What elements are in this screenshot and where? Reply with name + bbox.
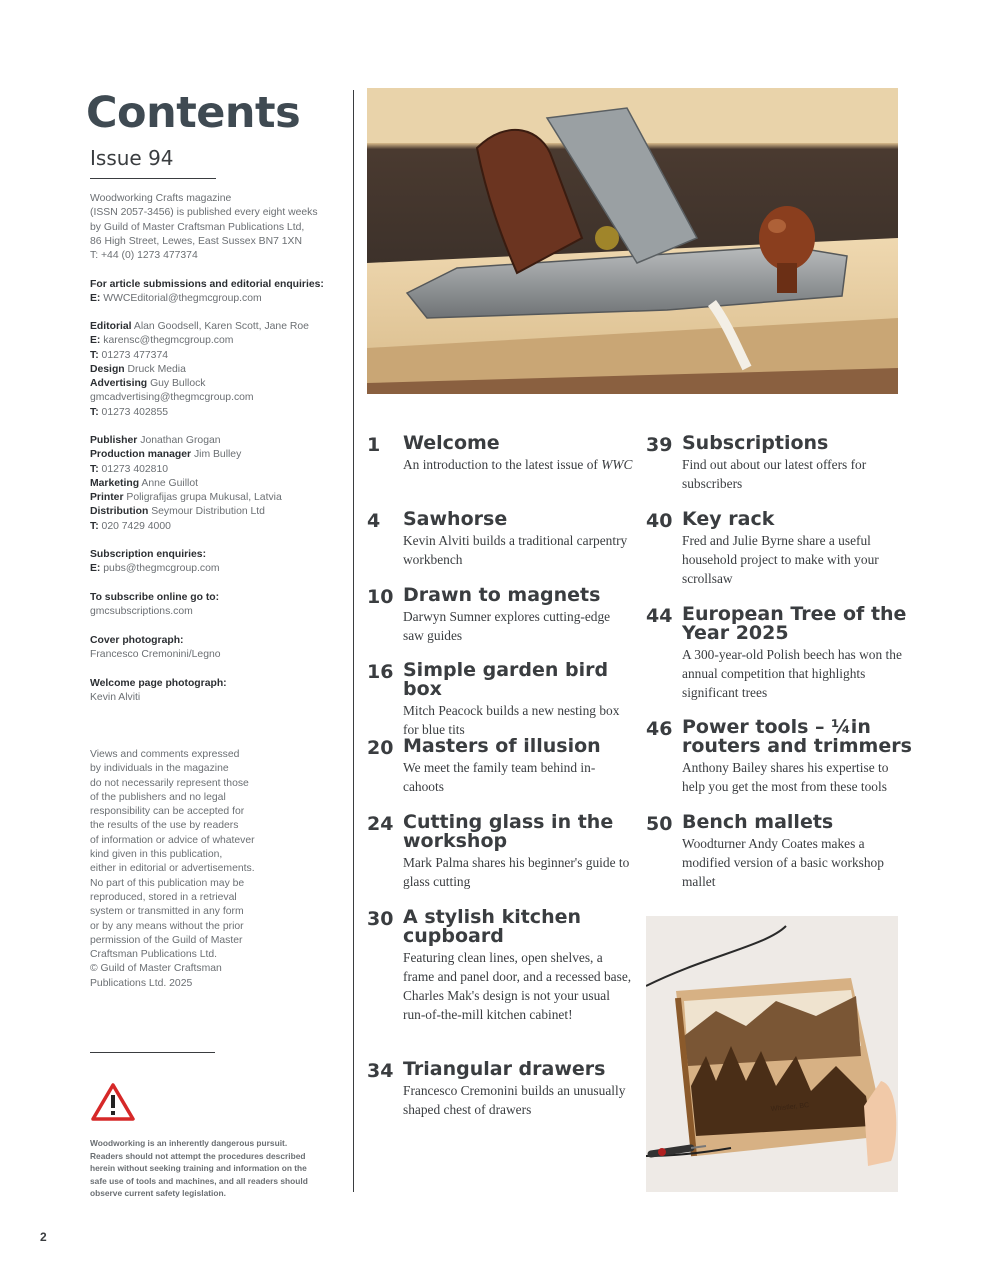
cover-photo-heading: Cover photograph: (90, 635, 184, 646)
printer-label: Printer (90, 492, 124, 504)
production-block (90, 434, 330, 534)
entry-description-text: Francesco Cremonini builds an unusually shaped chest of drawers (403, 1083, 626, 1117)
entry-page-number: 20 (367, 737, 394, 759)
advertising-label: Advertising (90, 378, 148, 390)
disclaimer-line: Views and comments expressed (90, 749, 240, 760)
disclaimer-line: © Guild of Master Craftsman (90, 963, 222, 975)
production-phone: 01273 402810 (101, 463, 169, 475)
welcome-photo-heading: Welcome page photograph: (90, 678, 227, 689)
publisher-name: Jonathan Grogan (140, 435, 221, 446)
publisher-line: (ISSN 2057-3456) is published every eight weeks (90, 207, 318, 219)
entry-description-text: Find out about our latest offers for subscribers (682, 457, 867, 491)
editorial-names: Alan Goodsell, Karen Scott, Jane Roe (133, 321, 309, 332)
cover-photo-credit: Francesco Cremonini/Legno (90, 649, 221, 661)
advertising-email: gmcadvertising@thegmcgroup.com (90, 392, 254, 404)
entry-description-italic: WWC (601, 457, 633, 472)
warning-icon (90, 1082, 136, 1122)
entry-page-number: 1 (367, 434, 381, 456)
entry-title: Subscriptions (682, 432, 829, 454)
disclaimer-line: Publications Ltd. 2025 (90, 977, 193, 989)
disclaimer-line: system or transmitted in any form (90, 906, 244, 918)
distribution-phone: 020 7429 4000 (101, 520, 171, 532)
entry-description-text: Fred and Julie Byrne share a useful household project to make with your scrollsaw (682, 533, 879, 586)
email-label: E: (90, 293, 101, 305)
entry-description (403, 1081, 633, 1119)
entry-description (682, 455, 912, 493)
subscription-heading: Subscription enquiries: (90, 549, 207, 560)
entry-description-text: Mark Palma shares his beginner's guide to glass cutting (403, 855, 630, 889)
entry-title: European Tree of the Year 2025 (682, 603, 907, 644)
entry-page-number: 4 (367, 510, 381, 532)
entry-page-number: 40 (646, 510, 673, 532)
entry-description-text: Featuring clean lines, open shelves, a frame and panel door, and a recessed base, Charles Mak's design is not your usual run-of-the-mill kitchen cabinet! (403, 950, 632, 1022)
editorial-phone: 01273 477374 (101, 349, 169, 361)
entry-description-text: Anthony Bailey shares his expertise to help you get the most from these tools (682, 760, 889, 794)
distribution-name: Seymour Distribution Ltd (151, 506, 265, 518)
email-label: E: (90, 335, 101, 347)
entry-description (682, 758, 912, 796)
disclaimer-line: Craftsman Publications Ltd. (90, 949, 218, 961)
entry-title: Power tools – ¼in routers and trimmers (682, 716, 912, 757)
disclaimer-rule (90, 1052, 215, 1053)
subscribe-online-heading: To subscribe online go to: (90, 592, 220, 603)
entry-description-text: We meet the family team behind in-cahoots (403, 760, 596, 794)
entry-page-number: 34 (367, 1060, 394, 1082)
printer-name: Poligrafijas grupa Mukusal, Latvia (126, 492, 282, 504)
subscription-block (90, 548, 330, 577)
entry-description-text: An introduction to the latest issue of (403, 457, 602, 472)
entry-page-number: 44 (646, 605, 673, 627)
entry-description (403, 948, 633, 1024)
editorial-label: Editorial (90, 321, 132, 332)
disclaimer-line: responsibility can be accepted for (90, 806, 245, 818)
subscription-email: pubs@thegmcgroup.com (103, 563, 220, 575)
disclaimer-line: kind given in this publication, (90, 849, 223, 861)
marketing-name: Anne Guillot (141, 477, 199, 489)
subscribe-url: gmcsubscriptions.com (90, 606, 193, 618)
entry-description-text: Darwyn Sumner explores cutting-edge saw guides (403, 609, 611, 643)
publisher-line: by Guild of Master Craftsman Publications Ltd, (90, 221, 305, 233)
publisher-label: Publisher (90, 435, 138, 446)
disclaimer-line: No part of this publication may be (90, 877, 245, 889)
editorial-email: karensc@thegmcgroup.com (103, 335, 234, 347)
disclaimer (90, 748, 330, 991)
design-name: Druck Media (127, 363, 186, 375)
entry-description (682, 531, 912, 588)
email-label: E: (90, 563, 101, 575)
entry-description (403, 701, 633, 739)
entry-title: Welcome (403, 432, 500, 454)
production-name: Jim Bulley (193, 449, 242, 461)
title-rule (90, 178, 216, 179)
entry-description (682, 645, 912, 702)
disclaimer-line: of the publishers and no legal (90, 791, 226, 803)
marketing-label: Marketing (90, 477, 140, 489)
entry-title: Masters of illusion (403, 735, 601, 757)
welcome-photo-credit: Kevin Alviti (90, 692, 141, 704)
phone-label: T: (90, 349, 99, 361)
advertising-name: Guy Bullock (150, 378, 206, 390)
entry-description (403, 853, 633, 891)
disclaimer-line: reproduced, stored in a retrieval (90, 891, 237, 903)
publisher-line: T: +44 (0) 1273 477374 (90, 250, 198, 262)
design-label: Design (90, 363, 125, 375)
disclaimer-line: either in editorial or advertisements. (90, 863, 255, 875)
entry-title: A stylish kitchen cupboard (403, 906, 582, 947)
entry-page-number: 39 (646, 434, 673, 456)
entry-page-number: 10 (367, 586, 394, 608)
column-divider (353, 90, 354, 1192)
pyrography-photo (646, 916, 898, 1192)
entry-title: Triangular drawers (403, 1058, 606, 1080)
publisher-info (90, 192, 330, 263)
staff-block (90, 320, 330, 420)
entry-page-number: 24 (367, 813, 394, 835)
entry-page-number: 30 (367, 908, 394, 930)
entry-description-text: Mitch Peacock builds a new nesting box for blue tits (403, 703, 620, 737)
disclaimer-line: do not necessarily represent those (90, 777, 249, 789)
page-title: Contents (86, 88, 301, 138)
hand-plane-photo (367, 88, 898, 394)
phone-label: T: (90, 520, 99, 532)
distribution-label: Distribution (90, 506, 149, 518)
disclaimer-line: by individuals in the magazine (90, 763, 229, 775)
entry-title: Key rack (682, 508, 775, 530)
subscribe-online-block (90, 591, 330, 620)
disclaimer-line: permission of the Guild of Master (90, 934, 243, 946)
entry-title: Cutting glass in the workshop (403, 811, 614, 852)
publisher-line: 86 High Street, Lewes, East Sussex BN7 1XN (90, 235, 302, 247)
entry-title: Sawhorse (403, 508, 508, 530)
entry-description-text: A 300-year-old Polish beech has won the annual competition that highlights significant trees (682, 647, 902, 700)
entry-page-number: 46 (646, 718, 673, 740)
entry-title: Drawn to magnets (403, 584, 601, 606)
entry-page-number: 50 (646, 813, 673, 835)
cover-photo-block (90, 634, 330, 663)
page-number: 2 (40, 1230, 47, 1244)
entry-description-text: Woodturner Andy Coates makes a modified version of a basic workshop mallet (682, 836, 884, 889)
disclaimer-line: or by any means without the prior (90, 920, 244, 932)
publisher-line: Woodworking Crafts magazine (90, 193, 232, 204)
disclaimer-line: the results of the use by readers (90, 820, 239, 832)
submissions-email: WWCEditorial@thegmcgroup.com (103, 293, 262, 305)
submissions-block (90, 278, 330, 307)
phone-label: T: (90, 406, 99, 418)
submissions-heading: For article submissions and editorial enquiries: (90, 279, 324, 290)
production-label: Production manager (90, 449, 192, 461)
entry-description (403, 531, 633, 569)
disclaimer-line: of information or advice of whatever (90, 834, 255, 846)
entry-page-number: 16 (367, 661, 394, 683)
entry-title: Bench mallets (682, 811, 834, 833)
safety-warning: Woodworking is an inherently dangerous pursuit. Readers should not attempt the procedures described herein without seeking training and information on the safe use of tools and machines, and all readers should observe current safety legislation. (90, 1138, 308, 1199)
entry-title: Simple garden bird box (403, 659, 609, 700)
entry-description (403, 455, 633, 474)
entry-description-text: Kevin Alviti builds a traditional carpentry workbench (403, 533, 628, 567)
entry-description (403, 607, 633, 645)
entry-description (403, 758, 633, 796)
advertising-phone: 01273 402855 (101, 406, 169, 418)
phone-label: T: (90, 463, 99, 475)
issue-number: Issue 94 (90, 146, 174, 170)
entry-description (682, 834, 912, 891)
welcome-photo-block (90, 677, 330, 706)
pyro-caption: Whistler, BC (770, 1102, 810, 1113)
